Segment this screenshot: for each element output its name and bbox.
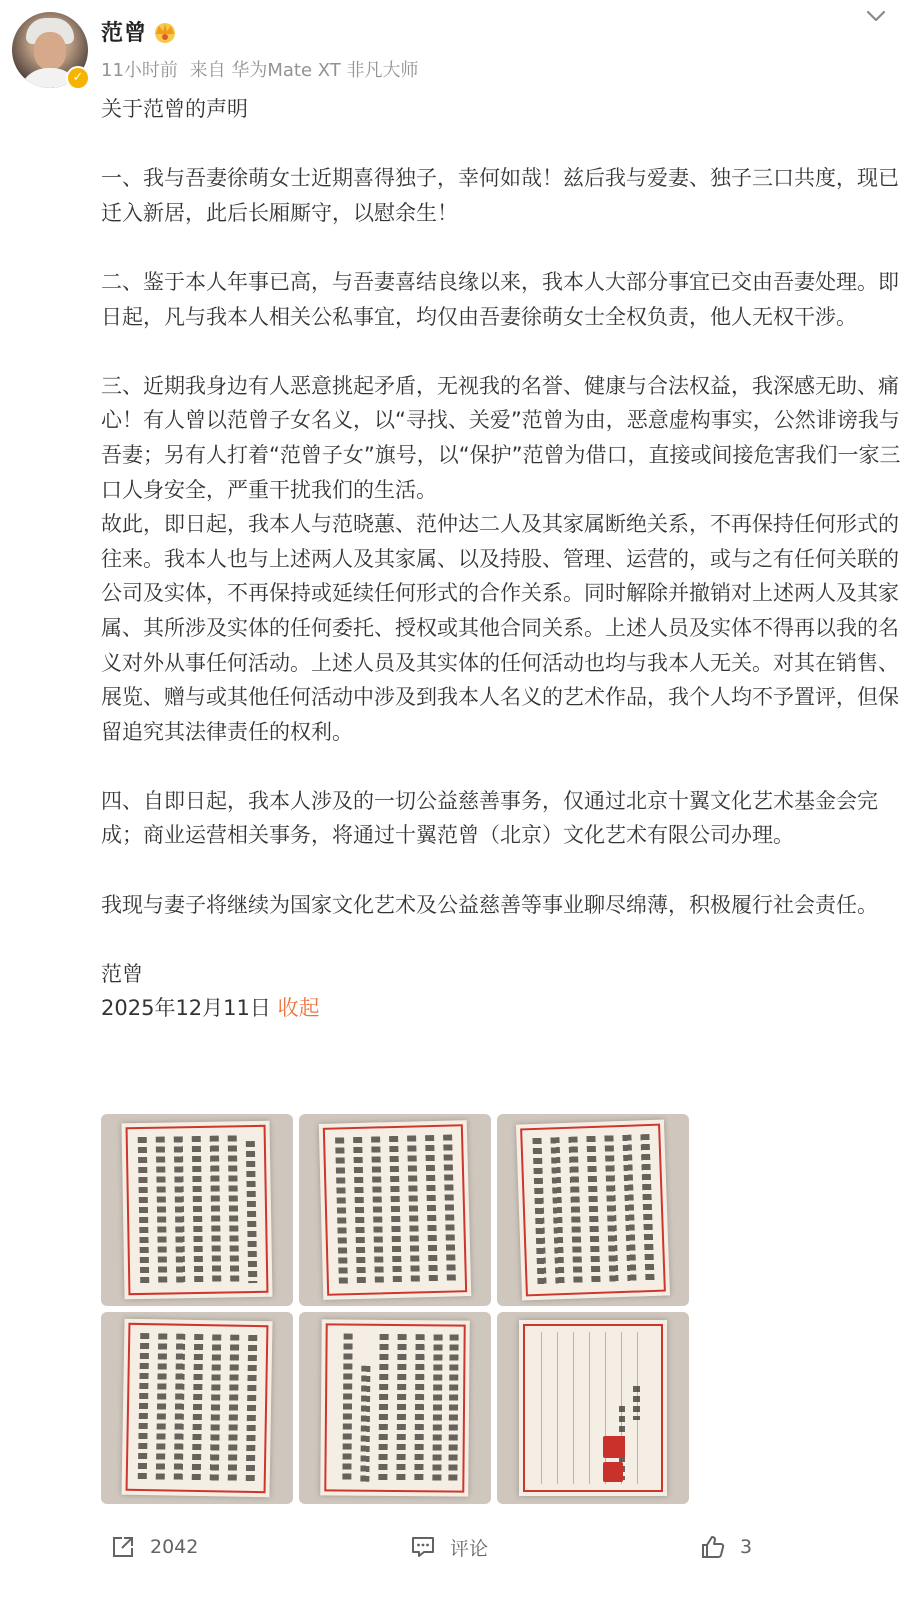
calligraphy-image-4[interactable] (101, 1312, 293, 1504)
post-date-line (101, 991, 901, 1026)
like-button[interactable] (700, 1532, 752, 1562)
seal-stamp (603, 1462, 623, 1482)
comment-icon (410, 1534, 436, 1560)
seal-stamp (603, 1436, 625, 1458)
like-count: 3 (740, 1536, 753, 1558)
crown-icon[interactable] (150, 20, 180, 44)
repost-count: 2042 (150, 1536, 199, 1558)
username[interactable]: 范曾 (101, 21, 148, 46)
post-heading: 关于范曾的声明 (101, 97, 248, 121)
post-paragraph: 四、自即日起，我本人涉及的一切公益慈善事务，仅通过北京十翼文化艺术基金会完成；商业运营相关事务，将通过十翼范曾（北京）文化艺术有限公司办理。 (101, 788, 878, 848)
calligraphy-image-5[interactable] (299, 1312, 491, 1504)
image-grid (101, 1114, 691, 1504)
post-signature: 范曾 (101, 961, 143, 986)
thumbs-up-icon (700, 1534, 726, 1560)
calligraphy-image-3[interactable] (497, 1114, 689, 1306)
chevron-down-icon[interactable] (864, 8, 888, 24)
comment-button[interactable] (410, 1532, 488, 1562)
post-paragraph: 故此，即日起，我本人与范晓蕙、范仲达二人及其家属断绝关系，不再保持任何形式的往来。我本人也与上述两人及其家属、以及持股、管理、运营的，或与之有任何关联的公司及实体，不再保持或延续任何形式的合作关系。同时解除并撤销对上述两人及其家属、其所涉及实体的任何委托、授权或其他合同关系。上述人员及实体不得再以我的名义对外从事任何活动。上述人员及其实体的任何活动也均与我本人无关。对其在销售、展览、赠与或其他任何活动中涉及到我本人名义的艺术作品，我个人均不予置评，但保留追究其法律责任的权利。 (101, 512, 899, 744)
post-paragraph: 我现与妻子将继续为国家文化艺术及公益慈善等事业聊尽绵薄，积极履行社会责任。 (101, 892, 878, 917)
post-paragraph: 一、我与吾妻徐萌女士近期喜得独子，幸何如哉！兹后我与爱妻、独子三口共度，现已迁入新居，此后长厢厮守，以慰余生！ (101, 166, 899, 225)
verified-badge-icon: ✓ (66, 66, 90, 90)
post-actions (0, 1524, 921, 1574)
post-paragraph: 二、鉴于本人年事已高，与吾妻喜结良缘以来，我本人大部分事宜已交由吾妻处理。即日起，凡与我本人相关公私事宜，均仅由吾妻徐萌女士全权负责，他人无权干涉。 (101, 269, 899, 329)
collapse-link[interactable]: 收起 (277, 996, 320, 1021)
post-content (101, 92, 901, 1026)
share-icon (110, 1534, 136, 1560)
post-paragraph: 三、近期我身边有人恶意挑起矛盾，无视我的名誉、健康与合法权益，我深感无助、痛心！有人曾以范曾子女名义，以“寻找、关爱”范曾为由，恶意虚构事实，公然诽谤我与吾妻；另有人打着“范曾子女”旗号，以“保护”范曾为借口，直接或间接危害我们一家三口人身安全，严重干扰我们的生活。 (101, 373, 901, 502)
calligraphy-image-2[interactable] (299, 1114, 491, 1306)
post-time: 11小时前 (101, 60, 178, 81)
calligraphy-image-1[interactable] (101, 1114, 293, 1306)
repost-button[interactable] (110, 1532, 198, 1562)
post-meta (101, 56, 425, 82)
calligraphy-image-6[interactable] (497, 1312, 689, 1504)
comment-label: 评论 (450, 1537, 489, 1560)
post-source: 来自 华为Mate XT 非凡大师 (189, 60, 419, 81)
post-date: 2025年12月11日 (101, 996, 271, 1021)
